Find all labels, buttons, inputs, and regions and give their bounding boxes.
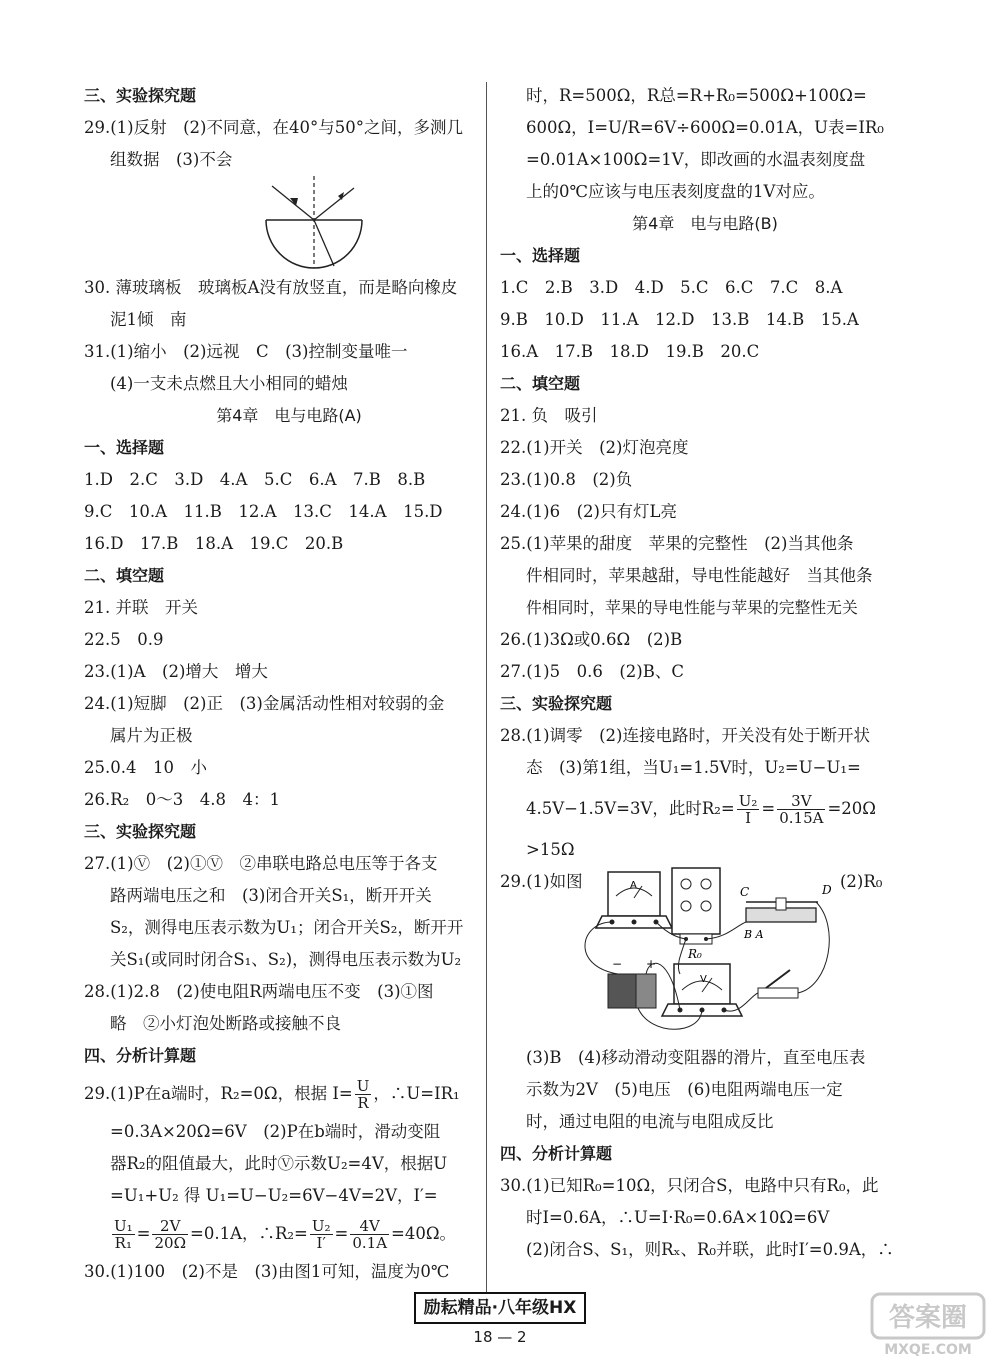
numerator: 2V <box>152 1218 188 1235</box>
answer-line <box>84 1072 494 1116</box>
answer-line: (2)闭合S、S₁，则Rₓ、R₀并联，此时I′=0.9A，∴ <box>526 1240 894 1259</box>
text-run: = <box>334 1224 349 1243</box>
answer-line: 26.(1)3Ω或0.6Ω (2)B <box>500 630 683 649</box>
fraction <box>310 1218 333 1251</box>
denominator: R₁ <box>114 1234 132 1252</box>
denominator: I′ <box>316 1234 326 1252</box>
watermark-logo <box>868 1290 988 1360</box>
brand-label: 励耘精品·八年级HX <box>414 1292 587 1324</box>
answer-line: 16.D 17.B 18.A 19.C 20.B <box>84 534 344 553</box>
answer-line: (2)R₀ <box>840 872 883 891</box>
answer-line: 16.A 17.B 18.D 19.B 20.C <box>500 342 760 361</box>
answer-line: 28.(1)2.8 (2)使电阻R两端电压不变 (3)①图 <box>84 982 434 1001</box>
answer-line: 1.C 2.B 3.D 4.D 5.C 6.C 7.C 8.A <box>500 278 843 297</box>
watermark-text: 答案圈 <box>888 1303 968 1333</box>
answer-line: 时I=0.6A，∴U=I·R₀=0.6A×10Ω=6V <box>526 1208 830 1227</box>
numerator: U₁ <box>114 1217 133 1235</box>
answer-line: 属片为正极 <box>110 726 193 745</box>
page-footer <box>400 1292 600 1346</box>
chapter-title: 第4章 电与电路(A) <box>216 406 362 425</box>
right-column <box>500 80 910 1266</box>
answer-line: 30.(1)100 (2)不是 (3)由图1可知，温度为0℃ <box>84 1262 450 1281</box>
answer-line: 29.(1)如图 <box>500 872 583 891</box>
fraction <box>350 1218 389 1251</box>
answer-line <box>500 784 910 834</box>
answer-line: 路两端电压之和 (3)闭合开关S₁，断开开关 <box>110 886 432 905</box>
denominator: 0.1A <box>352 1234 388 1252</box>
answer-line: 23.(1)0.8 (2)负 <box>500 470 633 489</box>
numerator: 3V <box>777 793 825 810</box>
rheostat-label-d: D <box>822 883 832 897</box>
section-title: 三、实验探究题 <box>84 822 197 841</box>
answer-line: (3)B (4)移动滑动变阻器的滑片，直至电压表 <box>526 1048 866 1067</box>
answer-line: S₂，测得电压表示数为U₁；闭合开关S₂，断开开 <box>110 918 464 937</box>
denominator: R <box>357 1094 369 1112</box>
answer-line: 21. 负 吸引 <box>500 406 598 425</box>
rheostat-label-ab: B A <box>744 928 764 941</box>
numerator: U₂ <box>738 792 758 810</box>
fraction <box>355 1078 372 1111</box>
answer-line: 22.5 0.9 <box>84 630 164 649</box>
answer-line: 示数为2V (5)电压 (6)电阻两端电压一定 <box>526 1080 843 1099</box>
section-title: 四、分析计算题 <box>500 1144 613 1163</box>
answer-line: 28.(1)调零 (2)连接电路时，开关没有处于断开状 <box>500 726 870 745</box>
answer-line: 600Ω，I=U/R=6V÷600Ω=0.01A，U表=IR₀ <box>526 118 884 137</box>
text-run: =40Ω。 <box>391 1224 457 1243</box>
section-title: 二、填空题 <box>500 374 581 393</box>
section-title: 四、分析计算题 <box>84 1046 197 1065</box>
text-run: =20Ω <box>827 799 876 818</box>
answer-line: 件相同时，苹果越甜，导电性能越好 当其他条 <box>526 566 873 585</box>
answer-line: 23.(1)A (2)增大 增大 <box>84 662 268 681</box>
denominator: I <box>745 809 752 827</box>
answer-line: 时，通过电阻的电流与电阻成反比 <box>526 1112 774 1131</box>
answer-line: 24.(1)6 (2)只有灯L亮 <box>500 502 677 521</box>
answer-line: =U₁+U₂ 得 U₁=U−U₂=6V−4V=2V，I′= <box>110 1186 438 1205</box>
circuit-figure <box>500 866 910 1042</box>
answer-line <box>84 1212 494 1256</box>
answer-line: 态 (3)第1组，当U₁=1.5V时，U₂=U−U₁= <box>526 758 861 777</box>
denominator: 20Ω <box>154 1234 187 1252</box>
answer-line: =0.3A×20Ω=6V (2)P在b端时，滑动变阻 <box>110 1122 441 1141</box>
battery-minus-sign: − <box>612 957 623 971</box>
fraction <box>112 1218 135 1251</box>
answer-line: 关S₁(或同时闭合S₁、S₂)，测得电压表示数为U₂ <box>110 950 462 969</box>
answer-line: 器R₂的阻值最大，此时Ⓥ示数U₂=4V，根据U <box>110 1154 448 1173</box>
text-run: 29.(1)P在a端时，R₂=0Ω，根据 I= <box>84 1084 353 1103</box>
answer-line: 25.(1)苹果的甜度 苹果的完整性 (2)当其他条 <box>500 534 854 553</box>
answer-line: 9.C 10.A 11.B 12.A 13.C 14.A 15.D <box>84 502 443 521</box>
answer-line: 1.D 2.C 3.D 4.A 5.C 6.A 7.B 8.B <box>84 470 426 489</box>
answer-line: 29.(1)反射 (2)不同意，在40°与50°之间，多测几 <box>84 118 463 137</box>
circuit-drawing <box>500 866 910 1042</box>
answer-line: 组数据 (3)不会 <box>110 150 233 169</box>
text-run: =0.1A，∴R₂= <box>190 1224 308 1243</box>
answer-line: 略 ②小灯泡处断路或接触不良 <box>110 1014 341 1033</box>
left-column <box>84 80 494 1288</box>
text-run: = <box>136 1224 151 1243</box>
answer-line: 上的0℃应该与电压表刻度盘的1V对应。 <box>526 182 825 201</box>
answer-line: =0.01A×100Ω=1V，即改画的水温表刻度盘 <box>526 150 866 169</box>
section-title: 一、选择题 <box>500 246 581 265</box>
answer-line: 9.B 10.D 11.A 12.D 13.B 14.B 15.A <box>500 310 859 329</box>
answer-line: 27.(1)5 0.6 (2)B、C <box>500 662 684 681</box>
answer-line: (4)一支未点燃且大小相同的蜡烛 <box>110 374 348 393</box>
voltmeter-label: V <box>700 974 707 985</box>
resistor-label: R₀ <box>688 947 702 961</box>
answer-line: 30.(1)已知R₀=10Ω，只闭合S，电路中只有R₀，此 <box>500 1176 879 1195</box>
answer-line: 30. 薄玻璃板 玻璃板A没有放竖直，而是略向橡皮 <box>84 278 458 297</box>
refraction-diagram <box>84 176 494 272</box>
ammeter-label: A <box>630 880 637 891</box>
numerator: 4V <box>350 1218 389 1235</box>
denominator: 0.15A <box>779 809 824 827</box>
numerator: U₂ <box>311 1217 331 1235</box>
answer-line: 27.(1)Ⓥ (2)①Ⓥ ②串联电路总电压等于各支 <box>84 854 438 873</box>
page-number: 18 — 2 <box>473 1328 527 1346</box>
answer-line: 21. 并联 开关 <box>84 598 198 617</box>
answer-line: 24.(1)短脚 (2)正 (3)金属活动性相对较弱的金 <box>84 694 445 713</box>
fraction <box>777 793 825 826</box>
answer-line: 22.(1)开关 (2)灯泡亮度 <box>500 438 689 457</box>
section-title: 二、填空题 <box>84 566 165 585</box>
rheostat-label-c: C <box>740 885 750 899</box>
fraction <box>737 793 760 826</box>
chapter-title: 第4章 电与电路(B) <box>632 214 778 233</box>
section-title: 一、选择题 <box>84 438 165 457</box>
answer-line: >15Ω <box>526 840 575 859</box>
fraction <box>152 1218 188 1251</box>
answer-line: 泥1倾 南 <box>110 310 187 329</box>
answer-line: 件相同时，苹果的导电性能与苹果的完整性无关 <box>526 598 858 617</box>
text-run: 4.5V−1.5V=3V，此时R₂= <box>526 799 735 818</box>
answer-line: 26.R₂ 0～3 4.8 4：1 <box>84 790 281 809</box>
answer-line: 时，R=500Ω，R总=R+R₀=500Ω+100Ω= <box>526 86 867 105</box>
section-title: 三、实验探究题 <box>500 694 613 713</box>
watermark-url: MXQE.COM <box>884 1342 972 1358</box>
numerator: U <box>356 1077 370 1095</box>
answer-line: 25.0.4 10 小 <box>84 758 207 777</box>
battery-plus-sign: + <box>646 957 657 971</box>
answer-line: 31.(1)缩小 (2)远视 C (3)控制变量唯一 <box>84 342 408 361</box>
text-run: = <box>761 799 776 818</box>
section-title: 三、实验探究题 <box>84 86 197 105</box>
text-run: ，∴U=IR₁ <box>373 1084 460 1103</box>
